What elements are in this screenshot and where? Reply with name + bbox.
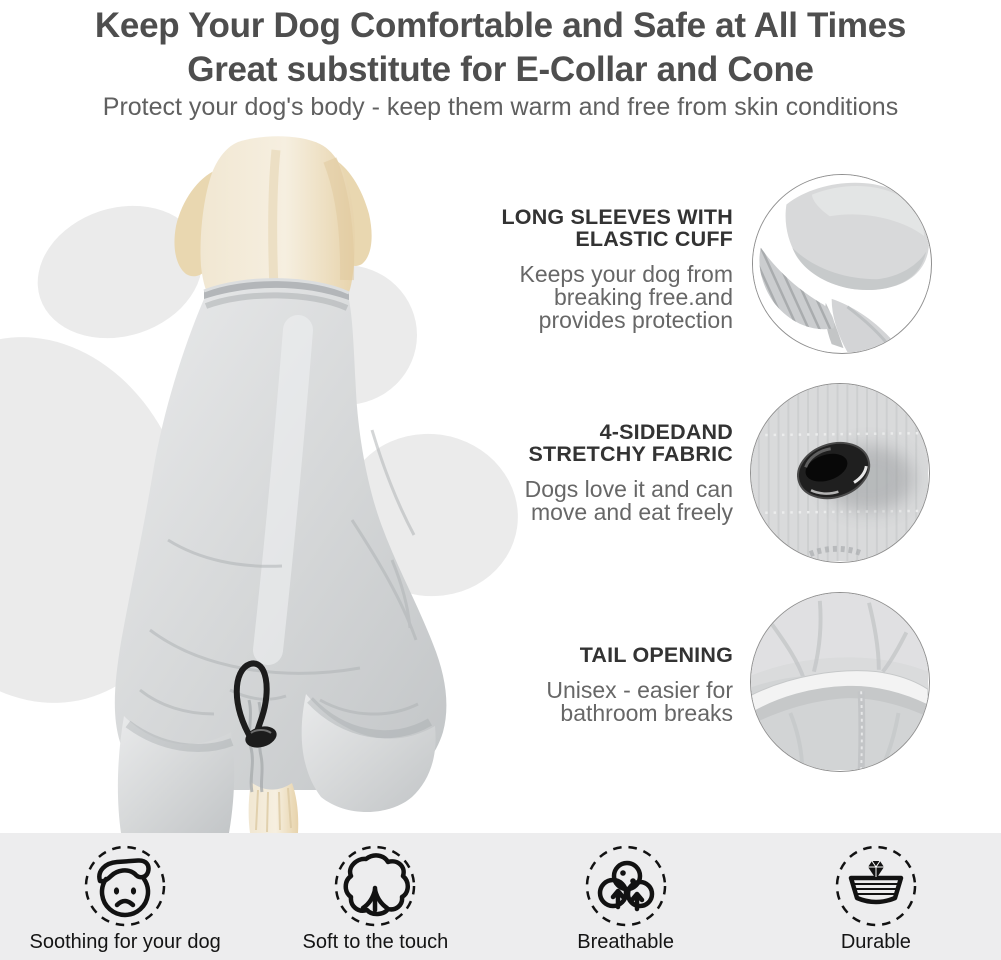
benefit-durable [751,833,1001,953]
feature-long-sleeves [463,206,733,332]
benefit-label: Soothing for your dog [29,931,221,953]
benefit-soft [250,833,500,953]
benefit-label: Soft to the touch [302,931,449,953]
feature-stretchy-fabric [463,421,733,524]
cotton-flower-icon [331,842,419,930]
feature-title: LONG SLEEVES WITH ELASTIC CUFF [501,205,733,251]
tail-opening-photo [750,592,930,772]
sleeve-cuff-photo [752,174,932,354]
feature-body: Dogs love it and can move and eat freely [524,476,733,525]
benefit-label: Breathable [577,931,674,953]
benefit-label: Durable [840,931,911,953]
feature-title: 4-SIDEDAND STRETCHY FABRIC [528,420,733,466]
benefit-soothing [0,833,250,953]
feature-body: Keeps your dog from breaking free.and provides protection [519,261,733,333]
feature-title: TAIL OPENING [579,643,733,667]
cord-lock-photo [750,383,930,563]
breathable-airflow-icon [582,842,670,930]
benefit-breathable [501,833,751,953]
page-title-line1: Keep Your Dog Comfortable and Safe at All Times [94,6,907,45]
petting-dog-face-icon [81,842,169,930]
feature-tail-opening [463,644,733,725]
page-title-line2: Great substitute for E-Collar and Cone [187,50,814,89]
feature-body: Unisex - easier for bathroom breaks [546,677,733,726]
durable-fabric-diamond-icon [832,842,920,930]
page-subtitle: Protect your dog's body - keep them warm and free from skin conditions [102,93,899,121]
benefits-footer [0,833,1001,960]
